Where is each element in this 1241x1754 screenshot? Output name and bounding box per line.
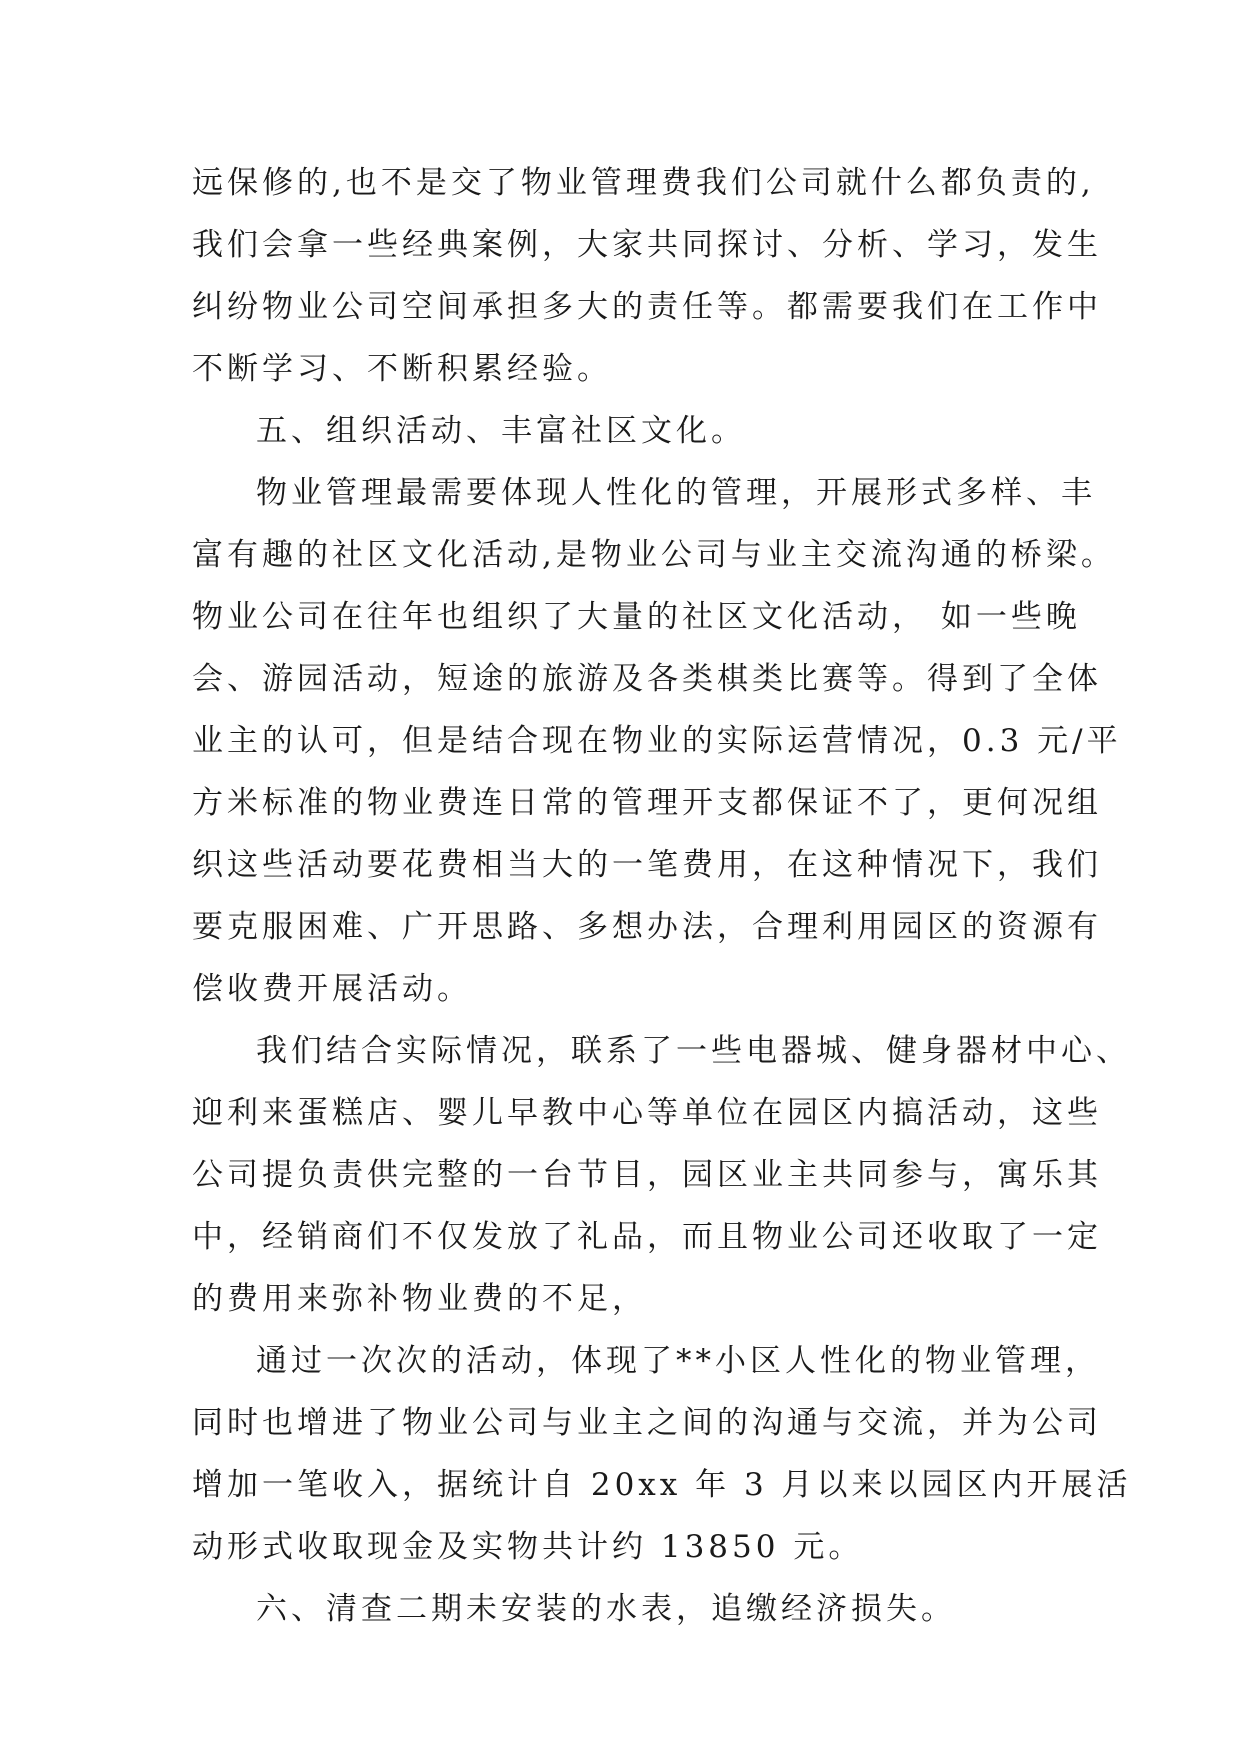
- text-line: 富有趣的社区文化活动,是物业公司与业主交流沟通的桥梁。: [192, 537, 1116, 573]
- text-line: 我们结合实际情况，联系了一些电器城、健身器材中心、: [256, 1033, 1131, 1069]
- document-body: [192, 152, 1132, 1640]
- text-line: 公司提负责供完整的一台节目，园区业主共同参与，寓乐其: [192, 1157, 1102, 1193]
- text-line: 织这些活动要花费相当大的一笔费用，在这种情况下，我们: [192, 847, 1102, 883]
- text-line: 偿收费开展活动。: [192, 971, 472, 1007]
- text-line: 同时也增进了物业公司与业主之间的沟通与交流，并为公司: [192, 1405, 1102, 1441]
- text-line: 增加一笔收入，据统计自 20xx 年 3 月以来以园区内开展活: [192, 1467, 1132, 1503]
- text-line: 的费用来弥补物业费的不足，: [192, 1281, 647, 1317]
- section-heading: 六、清查二期未安装的水表，追缴经济损失。: [256, 1591, 956, 1627]
- text-line: 纠纷物业公司空间承担多大的责任等。都需要我们在工作中: [192, 289, 1102, 325]
- text-line: 物业公司在往年也组织了大量的社区文化活动， 如一些晚: [192, 599, 1081, 635]
- text-line: 我们会拿一些经典案例，大家共同探讨、分析、学习，发生: [192, 227, 1102, 263]
- text-line: 中，经销商们不仅发放了礼品，而且物业公司还收取了一定: [192, 1219, 1102, 1255]
- text-line: 要克服困难、广开思路、多想办法，合理利用园区的资源有: [192, 909, 1102, 945]
- section-heading: 五、组织活动、丰富社区文化。: [256, 413, 746, 449]
- text-line: 物业管理最需要体现人性化的管理，开展形式多样、丰: [256, 475, 1096, 511]
- text-line: 不断学习、不断积累经验。: [192, 351, 612, 387]
- text-line: 动形式收取现金及实物共计约 13850 元。: [192, 1529, 864, 1565]
- text-line: 业主的认可，但是结合现在物业的实际运营情况，0.3 元/平: [192, 723, 1122, 759]
- text-line: 方米标准的物业费连日常的管理开支都保证不了，更何况组: [192, 785, 1102, 821]
- text-line: 远保修的,也不是交了物业管理费我们公司就什么都负责的,: [192, 165, 1095, 201]
- text-line: 通过一次次的活动，体现了**小区人性化的物业管理，: [256, 1343, 1100, 1379]
- text-line: 迎利来蛋糕店、婴儿早教中心等单位在园区内搞活动，这些: [192, 1095, 1102, 1131]
- text-line: 会、游园活动，短途的旅游及各类棋类比赛等。得到了全体: [192, 661, 1102, 697]
